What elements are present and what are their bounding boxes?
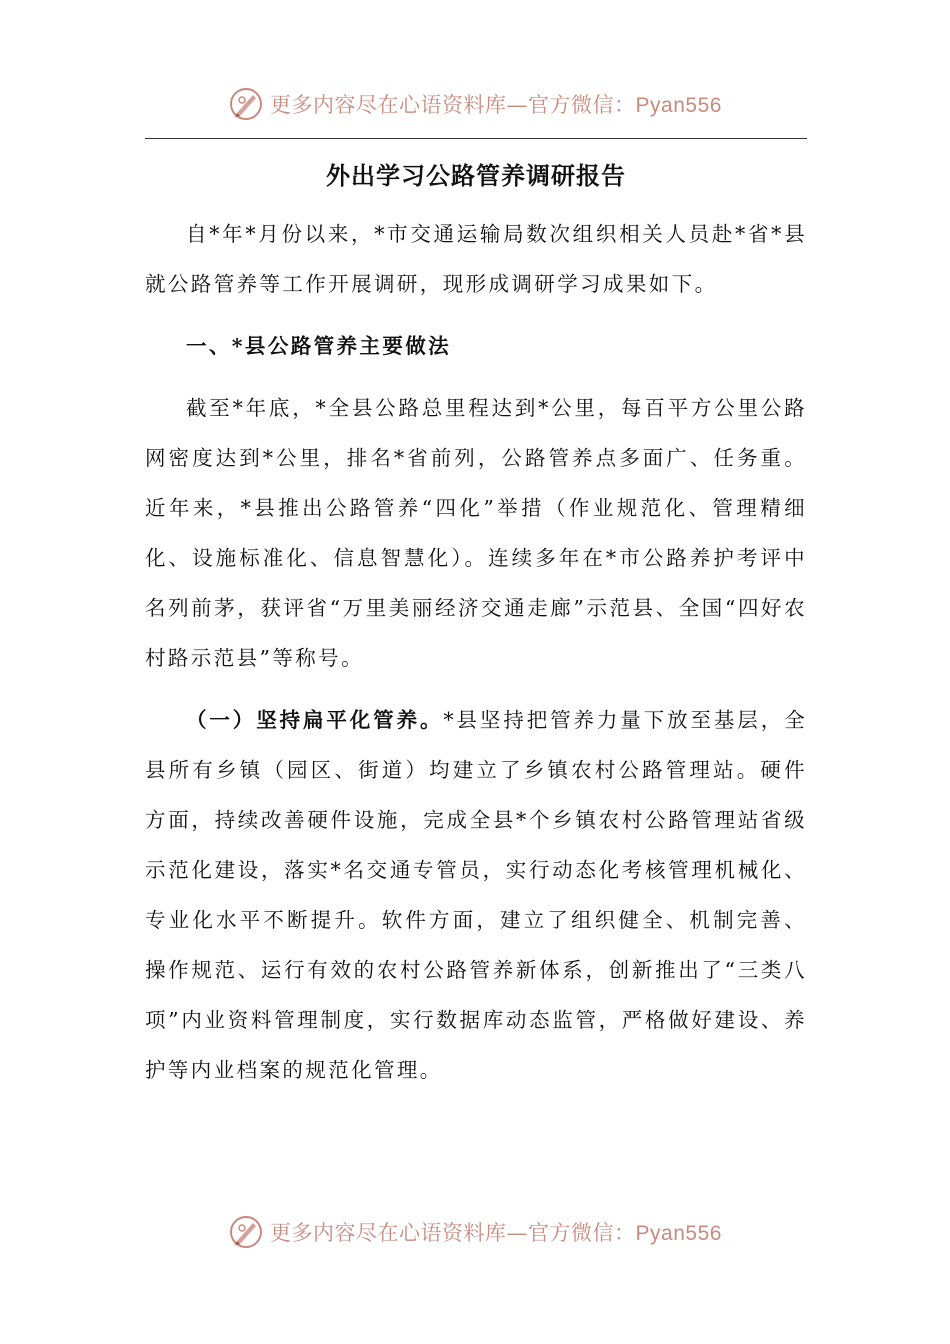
subsection-heading: （一）坚持扁平化管养。	[186, 708, 444, 732]
header-watermark	[0, 84, 950, 124]
intro-paragraph: 自*年*月份以来，*市交通运输局数次组织相关人员赴*省*县就公路管养等工作开展调研，现形成调研学习成果如下。	[145, 222, 807, 296]
wechat-id: Pyan556	[635, 94, 722, 117]
subsection-text: *县坚持把管养力量下放至基层，全县所有乡镇（园区、街道）均建立了乡镇农村公路管理站。硬件方面，持续改善硬件设施，完成全县*个乡镇农村公路管理站省级示范化建设，落实*名交通专管员，实行动态化考核管理机械化、专业化水平不断提升。软件方面，建立了组织健全、机制完善、操作规范、运行有效的农村公路管养新体系，创新推出了“三类八项”内业资料管理制度，实行数据库动态监管，严格做好建设、养护等内业档案的规范化管理。	[145, 708, 807, 1082]
wechat-id: Pyan556	[635, 1222, 722, 1245]
header-rule	[145, 138, 807, 139]
document-body	[145, 209, 807, 1095]
pen-logo-icon	[228, 1214, 264, 1250]
pen-logo-icon	[228, 86, 264, 122]
subsection-paragraph	[145, 695, 807, 1095]
watermark-text: 更多内容尽在心语资料库—官方微信：Pyan556	[270, 93, 722, 117]
section-paragraph: 截至*年底，*全县公路总里程达到*公里，每百平方公里公路网密度达到*公里，排名*省前列，公路管养点多面广、任务重。近年来，*县推出公路管养“四化”举措（作业规范化、管理精细化、设施标准化、信息智慧化）。连续多年在*市公路养护考评中名列前茅，获评省“万里美丽经济交通走廊”示范县、全国“四好农村路示范县”等称号。	[145, 396, 807, 670]
watermark-text: 更多内容尽在心语资料库—官方微信：Pyan556	[270, 1221, 722, 1245]
footer-watermark	[0, 1212, 950, 1252]
document-title: 外出学习公路管养调研报告	[326, 161, 626, 190]
section-heading: 一、*县公路管养主要做法	[186, 334, 452, 358]
